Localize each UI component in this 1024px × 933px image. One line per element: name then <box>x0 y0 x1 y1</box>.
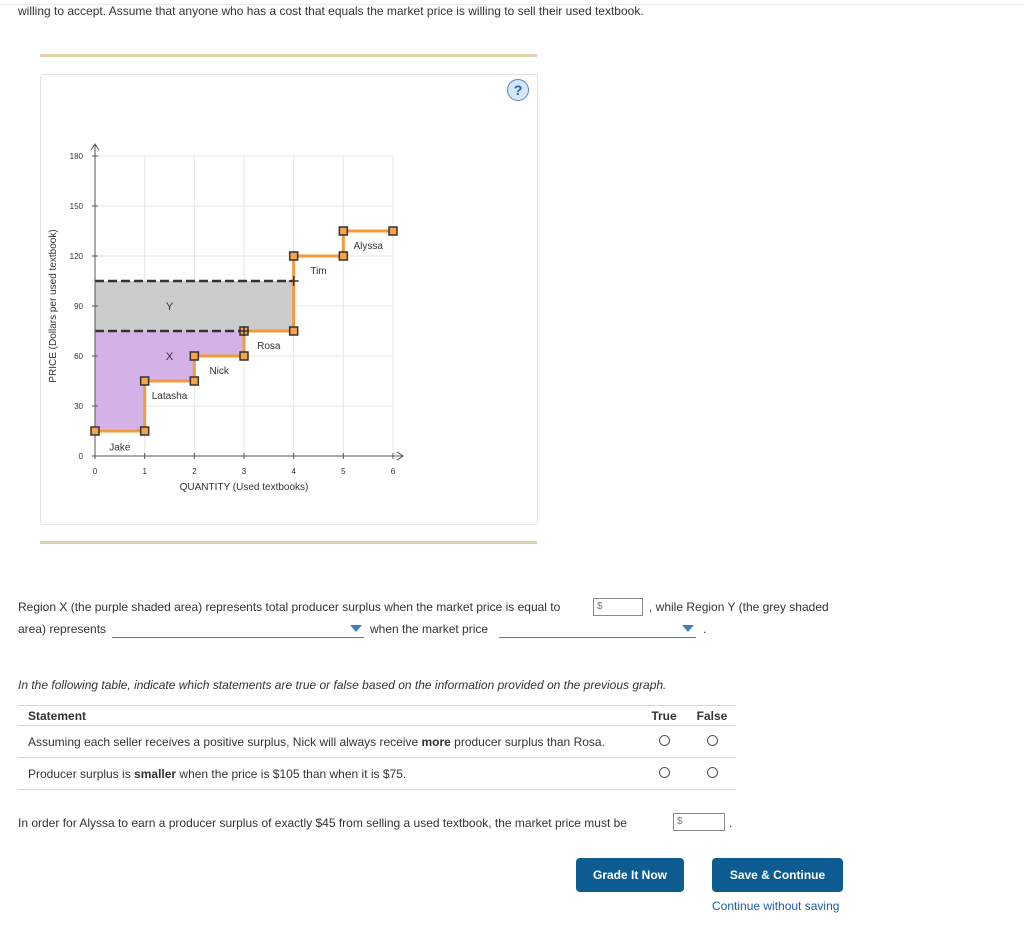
divider-top <box>40 54 537 57</box>
divider-bottom <box>40 541 537 544</box>
statement-1-true-radio[interactable] <box>659 735 670 746</box>
x-tick-label: 3 <box>241 467 247 476</box>
statement-table <box>18 705 736 790</box>
supply-point <box>141 427 149 435</box>
price-input-2[interactable]: $ <box>673 813 725 831</box>
supply-point <box>141 377 149 385</box>
x-tick-label: 5 <box>341 467 346 476</box>
header-statement: Statement <box>18 706 640 726</box>
q1-part4: when the market price <box>370 622 489 636</box>
statement-2-true-cell <box>640 758 688 790</box>
statement-1-false-radio[interactable] <box>707 735 718 746</box>
chevron-down-icon <box>350 625 362 632</box>
statement-text: when the price is $105 than when it is $75. <box>176 766 407 781</box>
region-y-area <box>95 281 294 331</box>
supply-point <box>339 252 347 260</box>
seller-label-latasha: Latasha <box>151 391 188 402</box>
statement-1-true-cell <box>640 726 688 758</box>
statement-2-false-cell <box>688 758 736 790</box>
supply-point <box>190 377 198 385</box>
x-tick-label: 2 <box>192 467 197 476</box>
header-false: False <box>688 706 736 726</box>
supply-point <box>91 427 99 435</box>
producer-surplus-chart[interactable] <box>40 140 460 510</box>
y-tick-label: 30 <box>74 402 83 411</box>
q2-text: In order for Alyssa to earn a producer surplus of exactly $45 from selling a used textbook, the market price must be <box>18 816 627 830</box>
y-tick-label: 90 <box>74 302 83 311</box>
table-header-row <box>18 706 736 726</box>
y-tick-label: 150 <box>69 202 83 211</box>
supply-point <box>389 227 397 235</box>
supply-point <box>290 327 298 335</box>
help-icon[interactable]: ? <box>507 79 529 101</box>
q1-part3: area) represents <box>18 622 107 636</box>
statement-2-false-radio[interactable] <box>707 767 718 778</box>
statement-2-true-radio[interactable] <box>659 767 670 778</box>
chevron-down-icon <box>682 625 694 632</box>
x-tick-label: 0 <box>92 467 98 476</box>
y-tick-label: 180 <box>69 152 83 161</box>
y-axis-title: PRICE (Dollars per used textbook) <box>48 229 59 383</box>
statement-emphasis: smaller <box>134 766 177 781</box>
intro-text: willing to accept. Assume that anyone who has a cost that equals the market price is willing to sell their used textbook. <box>18 4 644 18</box>
x-axis-title: QUANTITY (Used textbooks) <box>179 482 309 493</box>
x-tick-label: 6 <box>390 467 396 476</box>
q1-part2: , while Region Y (the grey shaded <box>649 600 829 614</box>
header-true: True <box>640 706 688 726</box>
region-x-label: X <box>165 351 174 363</box>
q2-end: . <box>729 816 733 830</box>
grade-it-now-button[interactable]: Grade It Now <box>576 858 684 892</box>
region-y-dropdown[interactable] <box>112 620 364 638</box>
x-tick-label: 4 <box>291 467 296 476</box>
table-intro: In the following table, indicate which statements are true or false based on the information provided on the previous graph. <box>18 678 667 692</box>
statement-1 <box>18 726 640 758</box>
statement-2 <box>18 758 640 790</box>
supply-point <box>290 252 298 260</box>
x-tick-label: 1 <box>142 467 147 476</box>
supply-point <box>190 352 198 360</box>
seller-label-alyssa: Alyssa <box>353 241 383 252</box>
continue-without-saving-link[interactable]: Continue without saving <box>712 899 840 913</box>
save-continue-button[interactable]: Save & Continue <box>712 858 843 892</box>
statement-emphasis: more <box>421 734 451 749</box>
seller-label-rosa: Rosa <box>257 341 281 352</box>
y-tick-label: 0 <box>78 452 83 461</box>
supply-point <box>240 352 248 360</box>
q1-end: . <box>703 622 707 636</box>
y-tick-label: 120 <box>69 252 83 261</box>
statement-1-false-cell <box>688 726 736 758</box>
market-price-dropdown[interactable] <box>499 620 696 638</box>
seller-label-jake: Jake <box>109 442 131 454</box>
statement-text: Assuming each seller receives a positive surplus, Nick will always receive <box>28 734 422 749</box>
q1-part1: Region X (the purple shaded area) represents total producer surplus when the market price is equal to <box>18 600 561 614</box>
table-row <box>18 758 736 790</box>
statement-text: producer surplus than Rosa. <box>450 734 605 749</box>
seller-label-tim: Tim <box>310 266 327 277</box>
y-tick-label: 60 <box>74 352 83 361</box>
seller-label-nick: Nick <box>209 366 229 377</box>
table-row <box>18 726 736 758</box>
price-input-1[interactable]: $ <box>593 598 643 616</box>
statement-text: Producer surplus is <box>28 766 135 781</box>
region-y-label: Y <box>165 301 174 313</box>
supply-point <box>339 227 347 235</box>
